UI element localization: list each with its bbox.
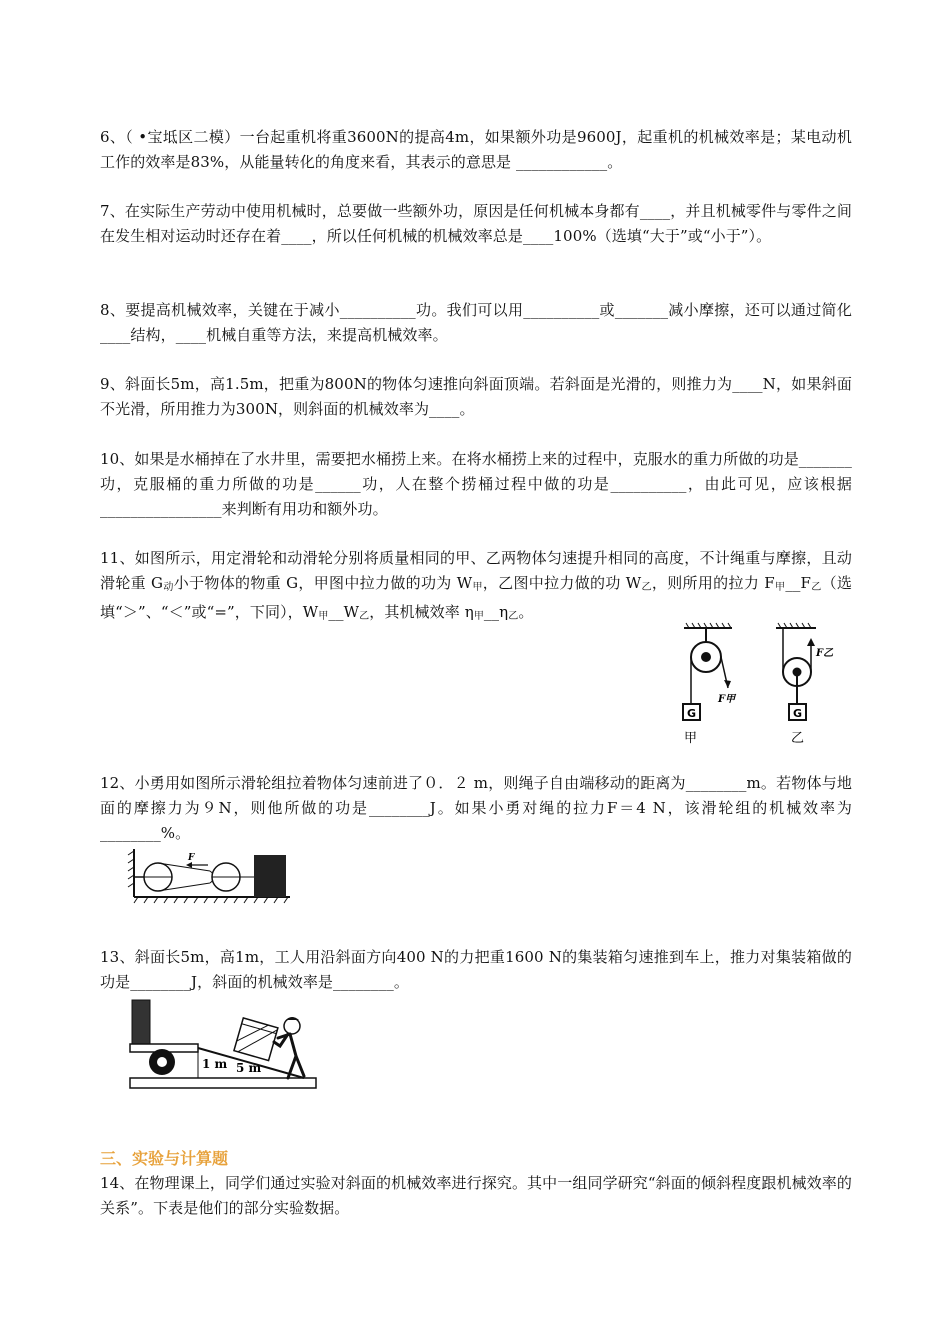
label-f-yi: F乙 xyxy=(816,648,834,659)
truck-cargo xyxy=(132,1000,150,1048)
q11-sub: 甲 xyxy=(473,611,484,622)
incline-figure xyxy=(128,996,318,1092)
question-6-text: 6、（ •宝坻区二模）一台起重机将重3600N的提高4m，如果额外功是9600J，起重机的机械效率是；某电动机工作的效率是83%，从能量转化的角度来看，其表示的意思是 ____________。 xyxy=(100,128,852,171)
label-f: F xyxy=(188,853,195,863)
label-length: 5 m xyxy=(236,1061,262,1075)
question-8 xyxy=(100,298,852,348)
pulley-figure xyxy=(676,622,834,748)
q11-part: 11、如图所示，用定滑轮和动滑轮分别将质量相同的甲、乙两物体匀速提升相同的高度，不计绳重与摩擦，且动滑轮重 G xyxy=(100,549,852,592)
question-11-text xyxy=(100,546,852,629)
block xyxy=(254,855,286,897)
label-f-jia: F甲 xyxy=(718,694,736,705)
question-8-text: 8、要提高机械效率，关键在于减小__________功。我们可以用__________或_______减小摩擦，还可以通过简化____结构，____机械自重等方法，来提高机械效率。 xyxy=(100,301,852,344)
question-7-text: 7、在实际生产劳动中使用机械时，总要做一些额外功，原因是任何机械本身都有____，并且机械零件与零件之间在发生相对运动时还存在着____，所以任何机械的机械效率总是____100%（选填“大于”或“小于”）。 xyxy=(100,202,852,245)
label-height: 1 m xyxy=(202,1057,228,1071)
ground-platform xyxy=(130,1078,316,1088)
label-jia: 甲 xyxy=(684,731,698,746)
force-arrow-jia xyxy=(724,680,731,688)
question-13 xyxy=(100,945,852,995)
q11-sub: 动 xyxy=(163,582,174,593)
worker-hat xyxy=(286,1017,299,1020)
q11-part: ，乙图中拉力做的功 W xyxy=(482,574,642,592)
q11-sub: 乙 xyxy=(811,582,822,593)
label-g-yi: G xyxy=(793,707,803,720)
question-6 xyxy=(100,125,852,175)
worker-head xyxy=(284,1018,300,1034)
q11-part: 。 xyxy=(518,603,534,621)
question-7 xyxy=(100,199,852,249)
question-9 xyxy=(100,372,852,422)
question-10 xyxy=(100,447,852,522)
question-9-text: 9、斜面长5m，高1.5m，把重为800N的物体匀速推向斜面顶端。若斜面是光滑的，则推力为____N，如果斜面不光滑，所用推力为300N，则斜面的机械效率为____。 xyxy=(100,375,852,418)
question-14 xyxy=(100,1171,852,1221)
label-yi: 乙 xyxy=(791,731,805,746)
q11-sub: 甲 xyxy=(472,582,483,593)
question-12 xyxy=(100,771,852,846)
truck-hub xyxy=(157,1057,167,1067)
crate xyxy=(234,1018,278,1061)
q11-part: __W xyxy=(328,603,360,621)
question-14-text: 14、在物理课上，同学们通过实验对斜面的机械效率进行探究。其中一组同学研究“斜面的倾斜程度跟机械效率的关系”。下表是他们的部分实验数据。 xyxy=(100,1174,852,1217)
section-title: 三、实验与计算题 xyxy=(100,1149,229,1168)
q11-sub: 乙 xyxy=(359,611,370,622)
q11-part: （选填“＞”、“＜”或“=”，下同），W xyxy=(100,574,853,621)
q11-part: ，其机械效率 η xyxy=(369,603,474,621)
pulley-block-figure xyxy=(126,847,292,905)
question-10-text: 10、如果是水桶掉在了水井里，需要把水桶捞上来。在将水桶捞上来的过程中，克服水的重力所做的功是_______功，克服桶的重力所做的功是______功，人在整个捞桶过程中做的功是__________，由此可见，应该根据________________来判断有用功和额外功。 xyxy=(100,450,852,518)
q11-part: 小于物体的物重 G，甲图中拉力做的功为 W xyxy=(173,574,473,592)
q11-sub: 乙 xyxy=(641,582,652,593)
q11-part: ，则所用的拉力 F xyxy=(651,574,775,592)
force-arrow-yi xyxy=(807,638,815,646)
question-11 xyxy=(100,546,852,629)
q11-part: __F xyxy=(785,574,812,592)
q11-sub: 乙 xyxy=(508,611,519,622)
question-13-text: 13、斜面长5m，高1m，工人用沿斜面方向400 N的力把重1600 N的集装箱匀速推到车上，推力对集装箱做的功是________J，斜面的机械效率是________。 xyxy=(100,948,852,991)
fixed-pulley-axle xyxy=(701,652,711,662)
q11-part: __η xyxy=(483,603,509,621)
label-g-jia: G xyxy=(687,707,697,720)
q11-sub: 甲 xyxy=(318,611,329,622)
question-12-text: 12、小勇用如图所示滑轮组拉着物体匀速前进了０．２ m，则绳子自由端移动的距离为________m。若物体与地面的摩擦力为９N，则他所做的功是________J。如果小勇对绳的拉力F＝4 N，该滑轮组的机械效率为________%。 xyxy=(100,774,852,842)
q11-sub: 甲 xyxy=(774,582,786,593)
